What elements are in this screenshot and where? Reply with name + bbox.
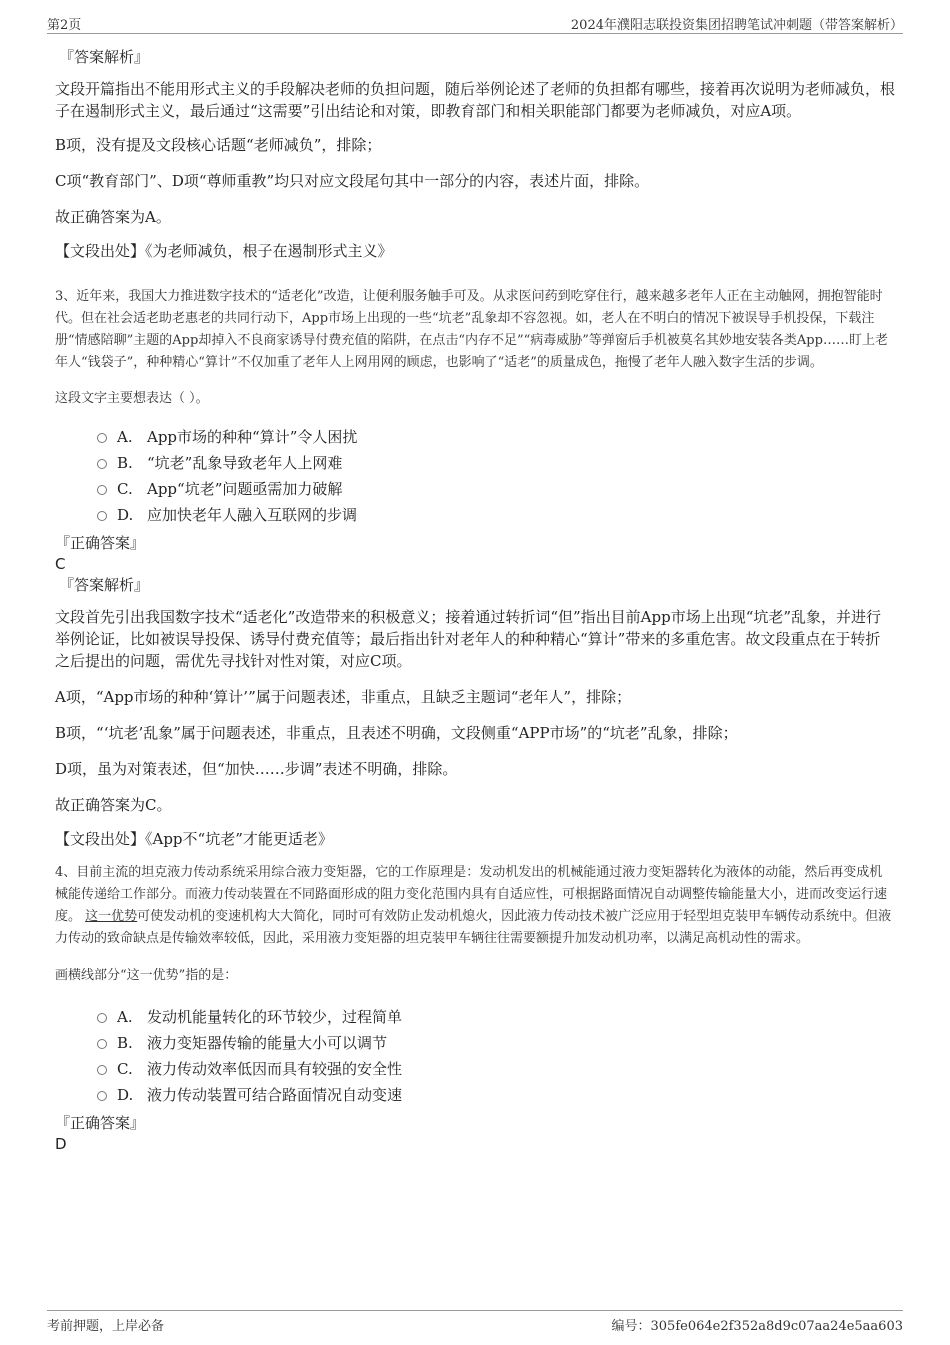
q4-option-b[interactable] xyxy=(95,1030,895,1056)
q3-answer: C xyxy=(55,555,66,573)
radio-icon[interactable] xyxy=(97,1065,107,1075)
option-letter: B. xyxy=(117,1034,133,1052)
q4-text xyxy=(55,862,895,950)
option-text: 液力变矩器传输的能量大小可以调节 xyxy=(147,1034,388,1052)
q3-prompt: 这段文字主要想表达（ ）。 xyxy=(55,391,209,406)
q3-option-b[interactable] xyxy=(95,450,895,476)
option-text: 液力传动装置可结合路面情况自动变速 xyxy=(147,1086,403,1104)
q3-source: 【文段出处】《App不“坑老”才能更适老》 xyxy=(55,830,333,848)
q3-analysis-tag: 『答案解析』 xyxy=(59,576,150,594)
q3-option-a[interactable] xyxy=(95,424,895,450)
q4-options xyxy=(95,1004,895,1108)
page-footer xyxy=(47,1310,903,1334)
radio-icon[interactable] xyxy=(97,433,107,443)
footer-slogan: 考前押题，上岸必备 xyxy=(47,1319,165,1334)
page-header xyxy=(47,12,903,34)
option-letter: A. xyxy=(117,428,133,446)
option-letter: D. xyxy=(117,506,134,524)
option-text: App市场的种种“算计”令人困扰 xyxy=(147,428,358,446)
option-text: 应加快老年人融入互联网的步调 xyxy=(147,506,358,524)
q4-answer-tag: 『正确答案』 xyxy=(55,1114,146,1132)
option-text: App“坑老”问题亟需加力破解 xyxy=(147,480,343,498)
q4-option-c[interactable] xyxy=(95,1056,895,1082)
q3-conclusion: 故正确答案为C。 xyxy=(55,796,172,814)
q4-text-part-1: 4、目前主流的坦克液力传动系统采用综合液力变矩器，它的工作原理是：发动机发出的机械能通过液力变矩器转化为液体的动能，然后再变成机械能传递给工作部分。而液力传动装置在不同路面形成的阻力变化范围内具有自适应性，可根据路面情况自动调整传输能量大小，进而改变运行速度。 xyxy=(55,865,888,924)
q3-analysis-para-2: A项，“App市场的种种‘算计’”属于问题表述，非重点，且缺乏主题词“老年人”，排除； xyxy=(55,688,632,706)
option-text: “坑老”乱象导致老年人上网难 xyxy=(147,454,343,472)
radio-icon[interactable] xyxy=(97,1039,107,1049)
q4-answer: D xyxy=(55,1135,67,1153)
q4-option-d[interactable] xyxy=(95,1082,895,1108)
document-title: 2024年濮阳志联投资集团招聘笔试冲刺题（带答案解析） xyxy=(570,18,903,33)
q3-options xyxy=(95,424,895,528)
q2-analysis-para-2: B项，没有提及文段核心话题“老师减负”，排除； xyxy=(55,136,382,154)
option-letter: D. xyxy=(117,1086,134,1104)
option-letter: C. xyxy=(117,1060,133,1078)
q2-conclusion: 故正确答案为A。 xyxy=(55,208,171,226)
q3-analysis-para-3: B项，“‘坑老’乱象”属于问题表述，非重点，且表述不明确，文段侧重“APP市场”的“坑老”乱象，排除； xyxy=(55,724,738,742)
q2-analysis-para-3: C项“教育部门”、D项“尊师重教”均只对应文段尾句其中一部分的内容，表述片面，排除。 xyxy=(55,172,650,190)
radio-icon[interactable] xyxy=(97,459,107,469)
radio-icon[interactable] xyxy=(97,1091,107,1101)
q2-analysis-para-1: 文段开篇指出不能用形式主义的手段解决老师的负担问题，随后举例论述了老师的负担都有哪些，接着再次说明为老师减负，根子在遏制形式主义，最后通过“这需要”引出结论和对策，即教育部门和相关职能部门都要为老师减负，对应A项。 xyxy=(55,80,896,120)
radio-icon[interactable] xyxy=(97,511,107,521)
q3-analysis-para-4: D项，虽为对策表述，但“加快……步调”表述不明确，排除。 xyxy=(55,760,458,778)
option-text: 液力传动效率低因而具有较强的安全性 xyxy=(147,1060,403,1078)
q2-analysis-tag: 『答案解析』 xyxy=(59,48,150,66)
q3-option-d[interactable] xyxy=(95,502,895,528)
option-letter: B. xyxy=(117,454,133,472)
q2-source: 【文段出处】《为老师减负，根子在遏制形式主义》 xyxy=(55,242,393,260)
option-text: 发动机能量转化的环节较少，过程简单 xyxy=(147,1008,403,1026)
q3-text: 3、近年来，我国大力推进数字技术的“适老化”改造，让便利服务触手可及。从求医问药到吃穿住行，越来越多老年人正在主动触网，拥抱智能时代。但在社会适老助老惠老的共同行动下，App市场上出现的一些“坑老”乱象却不容忽视。如，老人在不明白的情况下被误导手机投保，下载注册“情感陪聊”主题的App却掉入不良商家诱导付费充值的陷阱，在点击“内存不足”“病毒威胁”等弹窗后手机被莫名其妙地安装各类App……盯上老年人“钱袋子”，种种精心“算计”不仅加重了老年人上网用网的顾虑，也影响了“适老”的质量成色，拖慢了老年人融入数字生活的步调。 xyxy=(55,289,888,370)
q4-text-part-2: 可使发动机的变速机构大大简化，同时可有效防止发动机熄火，因此液力传动技术被广泛应用于轻型坦克装甲车辆传动系统中。但液力传动的致命缺点是传输效率较低，因此，采用液力变矩器的坦克装甲车辆往往需要额提升加发动机功率，以满足高机动性的需求。 xyxy=(55,909,892,946)
radio-icon[interactable] xyxy=(97,1013,107,1023)
option-letter: C. xyxy=(117,480,133,498)
radio-icon[interactable] xyxy=(97,485,107,495)
q3-option-c[interactable] xyxy=(95,476,895,502)
q4-option-a[interactable] xyxy=(95,1004,895,1030)
q4-underlined-phrase: 这一优势 xyxy=(85,909,138,924)
option-letter: A. xyxy=(117,1008,133,1026)
page-content xyxy=(55,46,895,1154)
q3-answer-tag: 『正确答案』 xyxy=(55,534,146,552)
q4-prompt: 画横线部分“这一优势”指的是： xyxy=(55,968,238,983)
q3-analysis-para-1: 文段首先引出我国数字技术“适老化”改造带来的积极意义；接着通过转折词“但”指出目前App市场上出现“坑老”乱象，并进行举例论证，比如被误导投保、诱导付费充值等；最后指出针对老年人的种种精心“算计”带来的多重危害。故文段重点在于转折之后提出的问题，需优先寻找针对性对策，对应C项。 xyxy=(55,608,882,670)
page-number: 第2页 xyxy=(47,18,82,33)
document-code: 编号：305fe064e2f352a8d9c07aa24e5aa603 xyxy=(611,1319,903,1334)
